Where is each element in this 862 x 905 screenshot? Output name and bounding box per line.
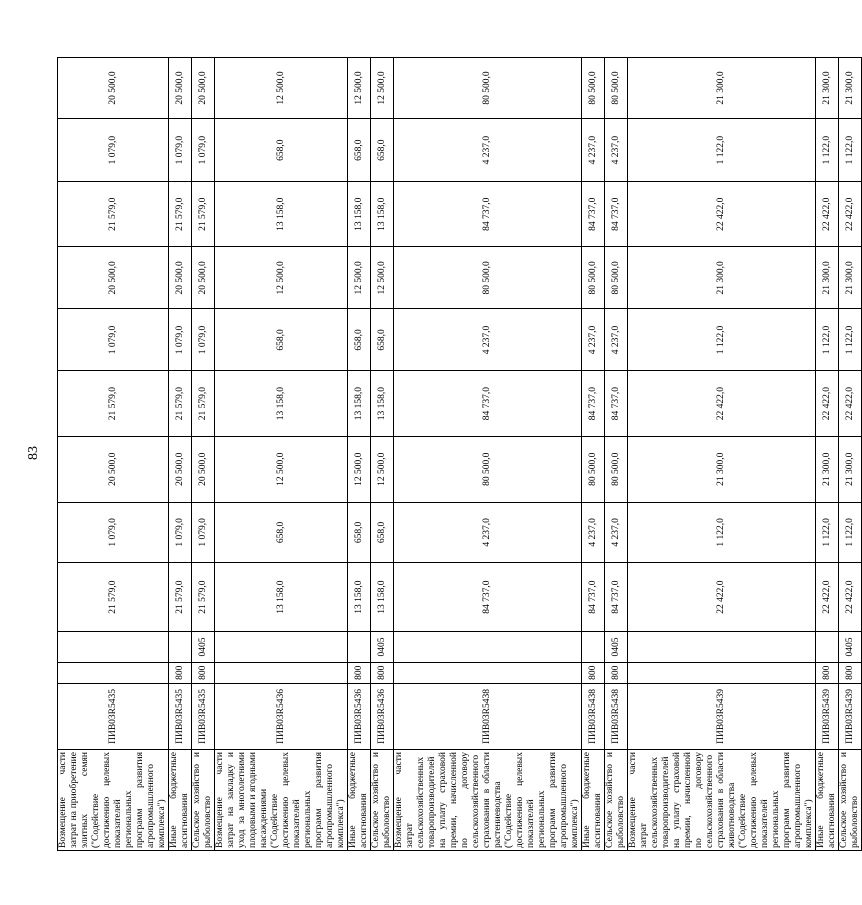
amount-cell: 80 500,0	[394, 58, 582, 119]
amount-cell: 13 158,0	[215, 371, 348, 436]
amount-cell: 658,0	[215, 502, 348, 562]
amount-cell: 4 237,0	[605, 309, 628, 371]
amount-cell: 22 422,0	[816, 371, 839, 436]
row-name-cell: Возмещение части затрат на закладку и уход за многолетними плодовыми и ягодными насаждениями ("Содействие достижению целевых показателей региональных программ развития агропромышленного комплекса")	[215, 750, 348, 851]
amount-cell: 1 122,0	[628, 502, 816, 562]
amount-cell: 21 300,0	[816, 58, 839, 119]
amount-cell: 84 737,0	[582, 371, 605, 436]
amount-cell: 658,0	[348, 502, 371, 562]
amount-cell: 1 122,0	[816, 502, 839, 562]
amount-cell: 658,0	[215, 309, 348, 371]
table-row	[371, 58, 394, 851]
expense-type-cell	[58, 662, 169, 683]
amount-cell: 1 122,0	[839, 502, 862, 562]
amount-cell: 658,0	[371, 502, 394, 562]
target-code-cell: ПИВ03R5435	[192, 683, 215, 749]
section-code-cell: 0405	[192, 632, 215, 663]
amount-cell: 22 422,0	[839, 562, 862, 631]
expense-type-cell: 800	[348, 662, 371, 683]
budget-table	[57, 57, 862, 851]
amount-cell: 4 237,0	[394, 309, 582, 371]
row-name-cell: Сельское хозяйство и рыболовство	[371, 750, 394, 851]
table-row	[816, 58, 839, 851]
row-name-cell: Иные бюджетные ассигнования	[582, 750, 605, 851]
amount-cell: 22 422,0	[839, 371, 862, 436]
amount-cell: 4 237,0	[605, 502, 628, 562]
amount-cell: 21 579,0	[169, 562, 192, 631]
section-code-cell	[348, 632, 371, 663]
amount-cell: 20 500,0	[192, 436, 215, 502]
amount-cell: 21 579,0	[192, 562, 215, 631]
row-name-cell: Иные бюджетные ассигнования	[169, 750, 192, 851]
amount-cell: 21 579,0	[192, 371, 215, 436]
amount-cell: 13 158,0	[348, 562, 371, 631]
amount-cell: 80 500,0	[582, 247, 605, 309]
amount-cell: 84 737,0	[605, 182, 628, 247]
amount-cell: 13 158,0	[371, 371, 394, 436]
table-row	[348, 58, 371, 851]
expense-type-cell	[628, 662, 816, 683]
amount-cell: 20 500,0	[58, 436, 169, 502]
section-code-cell	[816, 632, 839, 663]
amount-cell: 12 500,0	[215, 247, 348, 309]
target-code-cell: ПИВ03R5436	[371, 683, 394, 749]
amount-cell: 21 579,0	[58, 182, 169, 247]
table-row	[839, 58, 862, 851]
amount-cell: 1 079,0	[169, 309, 192, 371]
table-row	[215, 58, 348, 851]
table-row	[394, 58, 582, 851]
amount-cell: 80 500,0	[394, 247, 582, 309]
section-code-cell: 0405	[839, 632, 862, 663]
amount-cell: 658,0	[371, 119, 394, 182]
amount-cell: 13 158,0	[215, 182, 348, 247]
amount-cell: 13 158,0	[371, 182, 394, 247]
amount-cell: 84 737,0	[582, 562, 605, 631]
amount-cell: 20 500,0	[169, 247, 192, 309]
amount-cell: 21 300,0	[816, 247, 839, 309]
amount-cell: 1 079,0	[58, 502, 169, 562]
expense-type-cell: 800	[605, 662, 628, 683]
amount-cell: 4 237,0	[394, 502, 582, 562]
row-name-cell: Возмещение части затрат сельскохозяйственных товаропроизводителей на уплату страховой премии, начисленной по договору сельскохозяйственного страхования в области животноводства ("Содействие достижению целевых показателей региональных программ развития агропромышленного комплекса")	[628, 750, 816, 851]
amount-cell: 21 300,0	[839, 436, 862, 502]
amount-cell: 22 422,0	[628, 562, 816, 631]
expense-type-cell	[394, 662, 582, 683]
table-row	[169, 58, 192, 851]
amount-cell: 1 079,0	[192, 119, 215, 182]
rotated-table-container	[57, 57, 860, 851]
amount-cell: 4 237,0	[582, 309, 605, 371]
row-name-cell: Иные бюджетные ассигнования	[348, 750, 371, 851]
amount-cell: 1 122,0	[816, 119, 839, 182]
section-code-cell	[628, 632, 816, 663]
amount-cell: 21 579,0	[169, 182, 192, 247]
expense-type-cell: 800	[192, 662, 215, 683]
amount-cell: 80 500,0	[582, 436, 605, 502]
table-row	[192, 58, 215, 851]
amount-cell: 20 500,0	[169, 58, 192, 119]
row-name-cell: Возмещение части затрат на приобретение элитных семян ("Содействие достижению целевых показателей региональных программ развития агропромышленного комплекса")	[58, 750, 169, 851]
section-code-cell	[215, 632, 348, 663]
amount-cell: 12 500,0	[215, 58, 348, 119]
amount-cell: 13 158,0	[371, 562, 394, 631]
table-row	[628, 58, 816, 851]
amount-cell: 84 737,0	[394, 182, 582, 247]
amount-cell: 658,0	[348, 309, 371, 371]
amount-cell: 84 737,0	[582, 182, 605, 247]
section-code-cell: 0405	[371, 632, 394, 663]
amount-cell: 1 079,0	[58, 119, 169, 182]
amount-cell: 21 300,0	[628, 247, 816, 309]
amount-cell: 1 079,0	[169, 119, 192, 182]
amount-cell: 84 737,0	[605, 371, 628, 436]
amount-cell: 20 500,0	[192, 247, 215, 309]
row-name-cell: Сельское хозяйство и рыболовство	[839, 750, 862, 851]
target-code-cell: ПИВ03R5436	[348, 683, 371, 749]
amount-cell: 1 122,0	[628, 119, 816, 182]
amount-cell: 4 237,0	[582, 119, 605, 182]
target-code-cell: ПИВ03R5435	[58, 683, 169, 749]
amount-cell: 21 579,0	[169, 371, 192, 436]
amount-cell: 12 500,0	[348, 58, 371, 119]
amount-cell: 21 579,0	[58, 562, 169, 631]
amount-cell: 658,0	[215, 119, 348, 182]
amount-cell: 12 500,0	[348, 247, 371, 309]
expense-type-cell	[215, 662, 348, 683]
section-code-cell	[394, 632, 582, 663]
amount-cell: 13 158,0	[348, 182, 371, 247]
target-code-cell: ПИВ03R5436	[215, 683, 348, 749]
amount-cell: 13 158,0	[215, 562, 348, 631]
target-code-cell: ПИВ03R5438	[582, 683, 605, 749]
amount-cell: 12 500,0	[371, 58, 394, 119]
amount-cell: 84 737,0	[394, 562, 582, 631]
amount-cell: 1 079,0	[192, 502, 215, 562]
amount-cell: 658,0	[348, 119, 371, 182]
amount-cell: 20 500,0	[192, 58, 215, 119]
amount-cell: 22 422,0	[816, 182, 839, 247]
amount-cell: 4 237,0	[582, 502, 605, 562]
page-number: 83	[26, 446, 41, 460]
amount-cell: 22 422,0	[628, 371, 816, 436]
amount-cell: 22 422,0	[628, 182, 816, 247]
target-code-cell: ПИВ03R5439	[816, 683, 839, 749]
amount-cell: 1 079,0	[169, 502, 192, 562]
amount-cell: 1 122,0	[816, 309, 839, 371]
row-name-cell: Иные бюджетные ассигнования	[816, 750, 839, 851]
section-code-cell: 0405	[605, 632, 628, 663]
section-code-cell	[582, 632, 605, 663]
expense-type-cell: 800	[371, 662, 394, 683]
expense-type-cell: 800	[816, 662, 839, 683]
amount-cell: 12 500,0	[371, 247, 394, 309]
row-name-cell: Возмещение части затрат сельскохозяйственных товаропроизводителей на уплату страховой премии, начисленной по договору сельскохозяйственного страхования в области растениеводства ("Содействие достижению целевых показателей региональных программ развития агропромышленного комплекса")	[394, 750, 582, 851]
amount-cell: 20 500,0	[58, 247, 169, 309]
amount-cell: 12 500,0	[348, 436, 371, 502]
target-code-cell: ПИВ03R5439	[628, 683, 816, 749]
expense-type-cell: 800	[169, 662, 192, 683]
amount-cell: 4 237,0	[394, 119, 582, 182]
section-code-cell	[58, 632, 169, 663]
amount-cell: 658,0	[371, 309, 394, 371]
amount-cell: 1 122,0	[839, 309, 862, 371]
amount-cell: 80 500,0	[605, 247, 628, 309]
amount-cell: 1 079,0	[192, 309, 215, 371]
amount-cell: 80 500,0	[394, 436, 582, 502]
table-row	[58, 58, 169, 851]
amount-cell: 12 500,0	[371, 436, 394, 502]
table-row	[605, 58, 628, 851]
expense-type-cell: 800	[582, 662, 605, 683]
amount-cell: 21 579,0	[58, 371, 169, 436]
table-row	[582, 58, 605, 851]
amount-cell: 1 079,0	[58, 309, 169, 371]
target-code-cell: ПИВ03R5438	[605, 683, 628, 749]
section-code-cell	[169, 632, 192, 663]
amount-cell: 21 300,0	[628, 58, 816, 119]
amount-cell: 21 300,0	[839, 247, 862, 309]
amount-cell: 12 500,0	[215, 436, 348, 502]
amount-cell: 84 737,0	[605, 562, 628, 631]
amount-cell: 21 300,0	[628, 436, 816, 502]
amount-cell: 20 500,0	[169, 436, 192, 502]
target-code-cell: ПИВ03R5435	[169, 683, 192, 749]
target-code-cell: ПИВ03R5438	[394, 683, 582, 749]
amount-cell: 22 422,0	[816, 562, 839, 631]
amount-cell: 13 158,0	[348, 371, 371, 436]
amount-cell: 1 122,0	[839, 119, 862, 182]
amount-cell: 20 500,0	[58, 58, 169, 119]
amount-cell: 80 500,0	[582, 58, 605, 119]
amount-cell: 21 579,0	[192, 182, 215, 247]
amount-cell: 21 300,0	[839, 58, 862, 119]
amount-cell: 80 500,0	[605, 58, 628, 119]
amount-cell: 4 237,0	[605, 119, 628, 182]
row-name-cell: Сельское хозяйство и рыболовство	[192, 750, 215, 851]
row-name-cell: Сельское хозяйство и рыболовство	[605, 750, 628, 851]
amount-cell: 80 500,0	[605, 436, 628, 502]
amount-cell: 21 300,0	[816, 436, 839, 502]
amount-cell: 84 737,0	[394, 371, 582, 436]
amount-cell: 1 122,0	[628, 309, 816, 371]
target-code-cell: ПИВ03R5439	[839, 683, 862, 749]
amount-cell: 22 422,0	[839, 182, 862, 247]
expense-type-cell: 800	[839, 662, 862, 683]
